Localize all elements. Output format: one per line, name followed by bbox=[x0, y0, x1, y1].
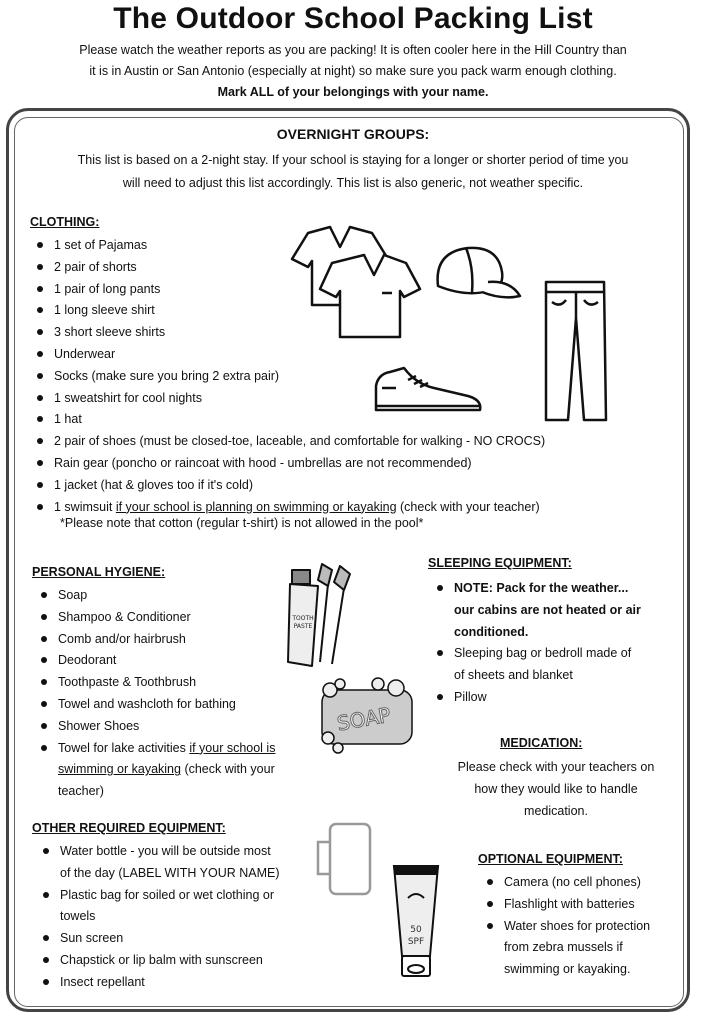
hygiene-heading: PERSONAL HYGIENE: bbox=[32, 565, 166, 579]
list-item: 1 set of Pajamas bbox=[34, 235, 674, 257]
list-item: 1 sweatshirt for cool nights bbox=[34, 388, 674, 410]
water-shoes-3: swimming or kayaking. bbox=[504, 962, 631, 977]
page-title: The Outdoor School Packing List bbox=[113, 2, 593, 35]
soap-icon bbox=[316, 676, 420, 756]
cotton-note: *Please note that cotton (regular t-shirt) is not allowed in the pool* bbox=[60, 516, 424, 530]
list-item: Towel and washcloth for bathing bbox=[38, 694, 338, 716]
list-item: Pillow bbox=[434, 687, 684, 709]
sunscreen-label-2: SPF bbox=[407, 937, 425, 947]
shirts-icon bbox=[288, 225, 418, 345]
list-item-water-bottle bbox=[40, 841, 330, 885]
sleeping-heading: SLEEPING EQUIPMENT: bbox=[428, 556, 572, 570]
list-item: Chapstick or lip balm with sunscreen bbox=[40, 950, 330, 972]
towel-condition-2: swimming or kayaking bbox=[58, 762, 181, 777]
list-item: Shampoo & Conditioner bbox=[38, 607, 338, 629]
sneaker-icon bbox=[372, 366, 484, 418]
sunscreen-label-1: 50 bbox=[410, 925, 422, 935]
list-item: 1 hat bbox=[34, 409, 674, 431]
overnight-note-line-1: This list is based on a 2-night stay. If your school is staying for a longer or shorter period of time you bbox=[77, 153, 629, 167]
list-item: Flashlight with batteries bbox=[484, 894, 684, 916]
swimsuit-check: (check with your teacher) bbox=[396, 499, 540, 514]
list-item: Insect repellant bbox=[40, 972, 330, 994]
list-item-weather-note bbox=[434, 578, 684, 643]
list-item: Shower Shoes bbox=[38, 716, 338, 738]
list-item-plastic-bag bbox=[40, 885, 330, 929]
water-bottle-1: Water bottle - you will be outside most bbox=[60, 844, 271, 858]
swimsuit-text: 1 swimsuit bbox=[54, 499, 116, 514]
list-item-sleeping-bag bbox=[434, 643, 684, 687]
optional-list bbox=[484, 872, 684, 981]
medication-line-2: how they would like to handle bbox=[474, 782, 638, 796]
toothpaste-label-1: TOOTH bbox=[292, 615, 314, 622]
cap-icon bbox=[432, 242, 524, 306]
list-item: Underwear bbox=[34, 344, 674, 366]
sleeping-bag-1: Sleeping bag or bedroll made of bbox=[454, 646, 632, 661]
plastic-bag-1: Plastic bag for soiled or wet clothing or bbox=[60, 887, 274, 902]
list-item: Deodorant bbox=[38, 650, 338, 672]
towel-check-1: (check with your bbox=[180, 762, 275, 777]
list-item: 2 pair of shorts bbox=[34, 257, 674, 279]
list-item: Sun screen bbox=[40, 928, 330, 950]
intro-line-1: Please watch the weather reports as you are packing! It is often cooler here in the Hill Country than bbox=[79, 43, 627, 57]
other-heading: OTHER REQUIRED EQUIPMENT: bbox=[32, 821, 226, 835]
overnight-note-line-2: will need to adjust this list accordingly. This list is also generic, not weather specific. bbox=[122, 176, 584, 190]
list-item: Rain gear (poncho or raincoat with hood - umbrellas are not recommended) bbox=[34, 453, 674, 475]
sleeping-bag-2: of sheets and blanket bbox=[454, 668, 573, 683]
list-item: 2 pair of shoes (must be closed-toe, laceable, and comfortable for walking - NO CROCS) bbox=[34, 431, 674, 453]
sleeping-list bbox=[434, 578, 684, 709]
intro-paragraph bbox=[20, 40, 686, 103]
water-shoes-1: Water shoes for protection bbox=[504, 918, 651, 933]
weather-note-3: conditioned. bbox=[454, 624, 529, 639]
weather-note-1: NOTE: Pack for the weather... bbox=[454, 581, 629, 595]
swimsuit-condition: if your school is planning on swimming or kayaking bbox=[115, 499, 397, 514]
weather-note-2: our cabins are not heated or air bbox=[454, 602, 641, 617]
towel-check-2: teacher) bbox=[58, 784, 104, 799]
sunscreen-icon bbox=[390, 862, 442, 980]
intro-line-2: it is in Austin or San Antonio (especially at night) so make sure you pack warm enough clothing. bbox=[89, 64, 617, 78]
intro-bold-line: Mark ALL of your belongings with your name. bbox=[217, 85, 489, 99]
pants-icon bbox=[540, 278, 610, 424]
list-item: 1 jacket (hat & gloves too if it's cold) bbox=[34, 475, 674, 497]
other-list bbox=[40, 841, 330, 994]
list-item: Socks (make sure you bring 2 extra pair) bbox=[34, 366, 674, 388]
toothpaste-label-2: PASTE bbox=[293, 623, 313, 630]
toothpaste-icon bbox=[282, 562, 362, 670]
overnight-note bbox=[24, 149, 682, 195]
towel-condition-1: if your school is bbox=[189, 740, 276, 755]
water-bottle-2: of the day (LABEL WITH YOUR NAME) bbox=[60, 865, 280, 880]
soap-label: SOAP bbox=[335, 702, 393, 736]
list-item: Camera (no cell phones) bbox=[484, 872, 684, 894]
clothing-heading: CLOTHING: bbox=[30, 215, 100, 229]
towel-text: Towel for lake activities bbox=[58, 740, 190, 755]
list-item: Soap bbox=[38, 585, 338, 607]
list-item: 1 long sleeve shirt bbox=[34, 300, 674, 322]
list-item: Toothpaste & Toothbrush bbox=[38, 672, 338, 694]
list-item: Comb and/or hairbrush bbox=[38, 629, 338, 651]
list-item: 1 pair of long pants bbox=[34, 279, 674, 301]
list-item: 3 short sleeve shirts bbox=[34, 322, 674, 344]
water-bottle-icon bbox=[314, 822, 378, 896]
medication-line-3: medication. bbox=[524, 804, 588, 818]
plastic-bag-2: towels bbox=[60, 909, 96, 924]
medication-line-1: Please check with your teachers on bbox=[457, 760, 655, 774]
medication-text bbox=[424, 756, 688, 822]
overnight-heading: OVERNIGHT GROUPS: bbox=[276, 126, 430, 142]
list-item-lake-towel bbox=[38, 738, 338, 803]
optional-heading: OPTIONAL EQUIPMENT: bbox=[478, 852, 623, 866]
water-shoes-2: from zebra mussels if bbox=[504, 940, 623, 955]
medication-heading: MEDICATION: bbox=[500, 736, 583, 750]
list-item-water-shoes bbox=[484, 916, 684, 981]
